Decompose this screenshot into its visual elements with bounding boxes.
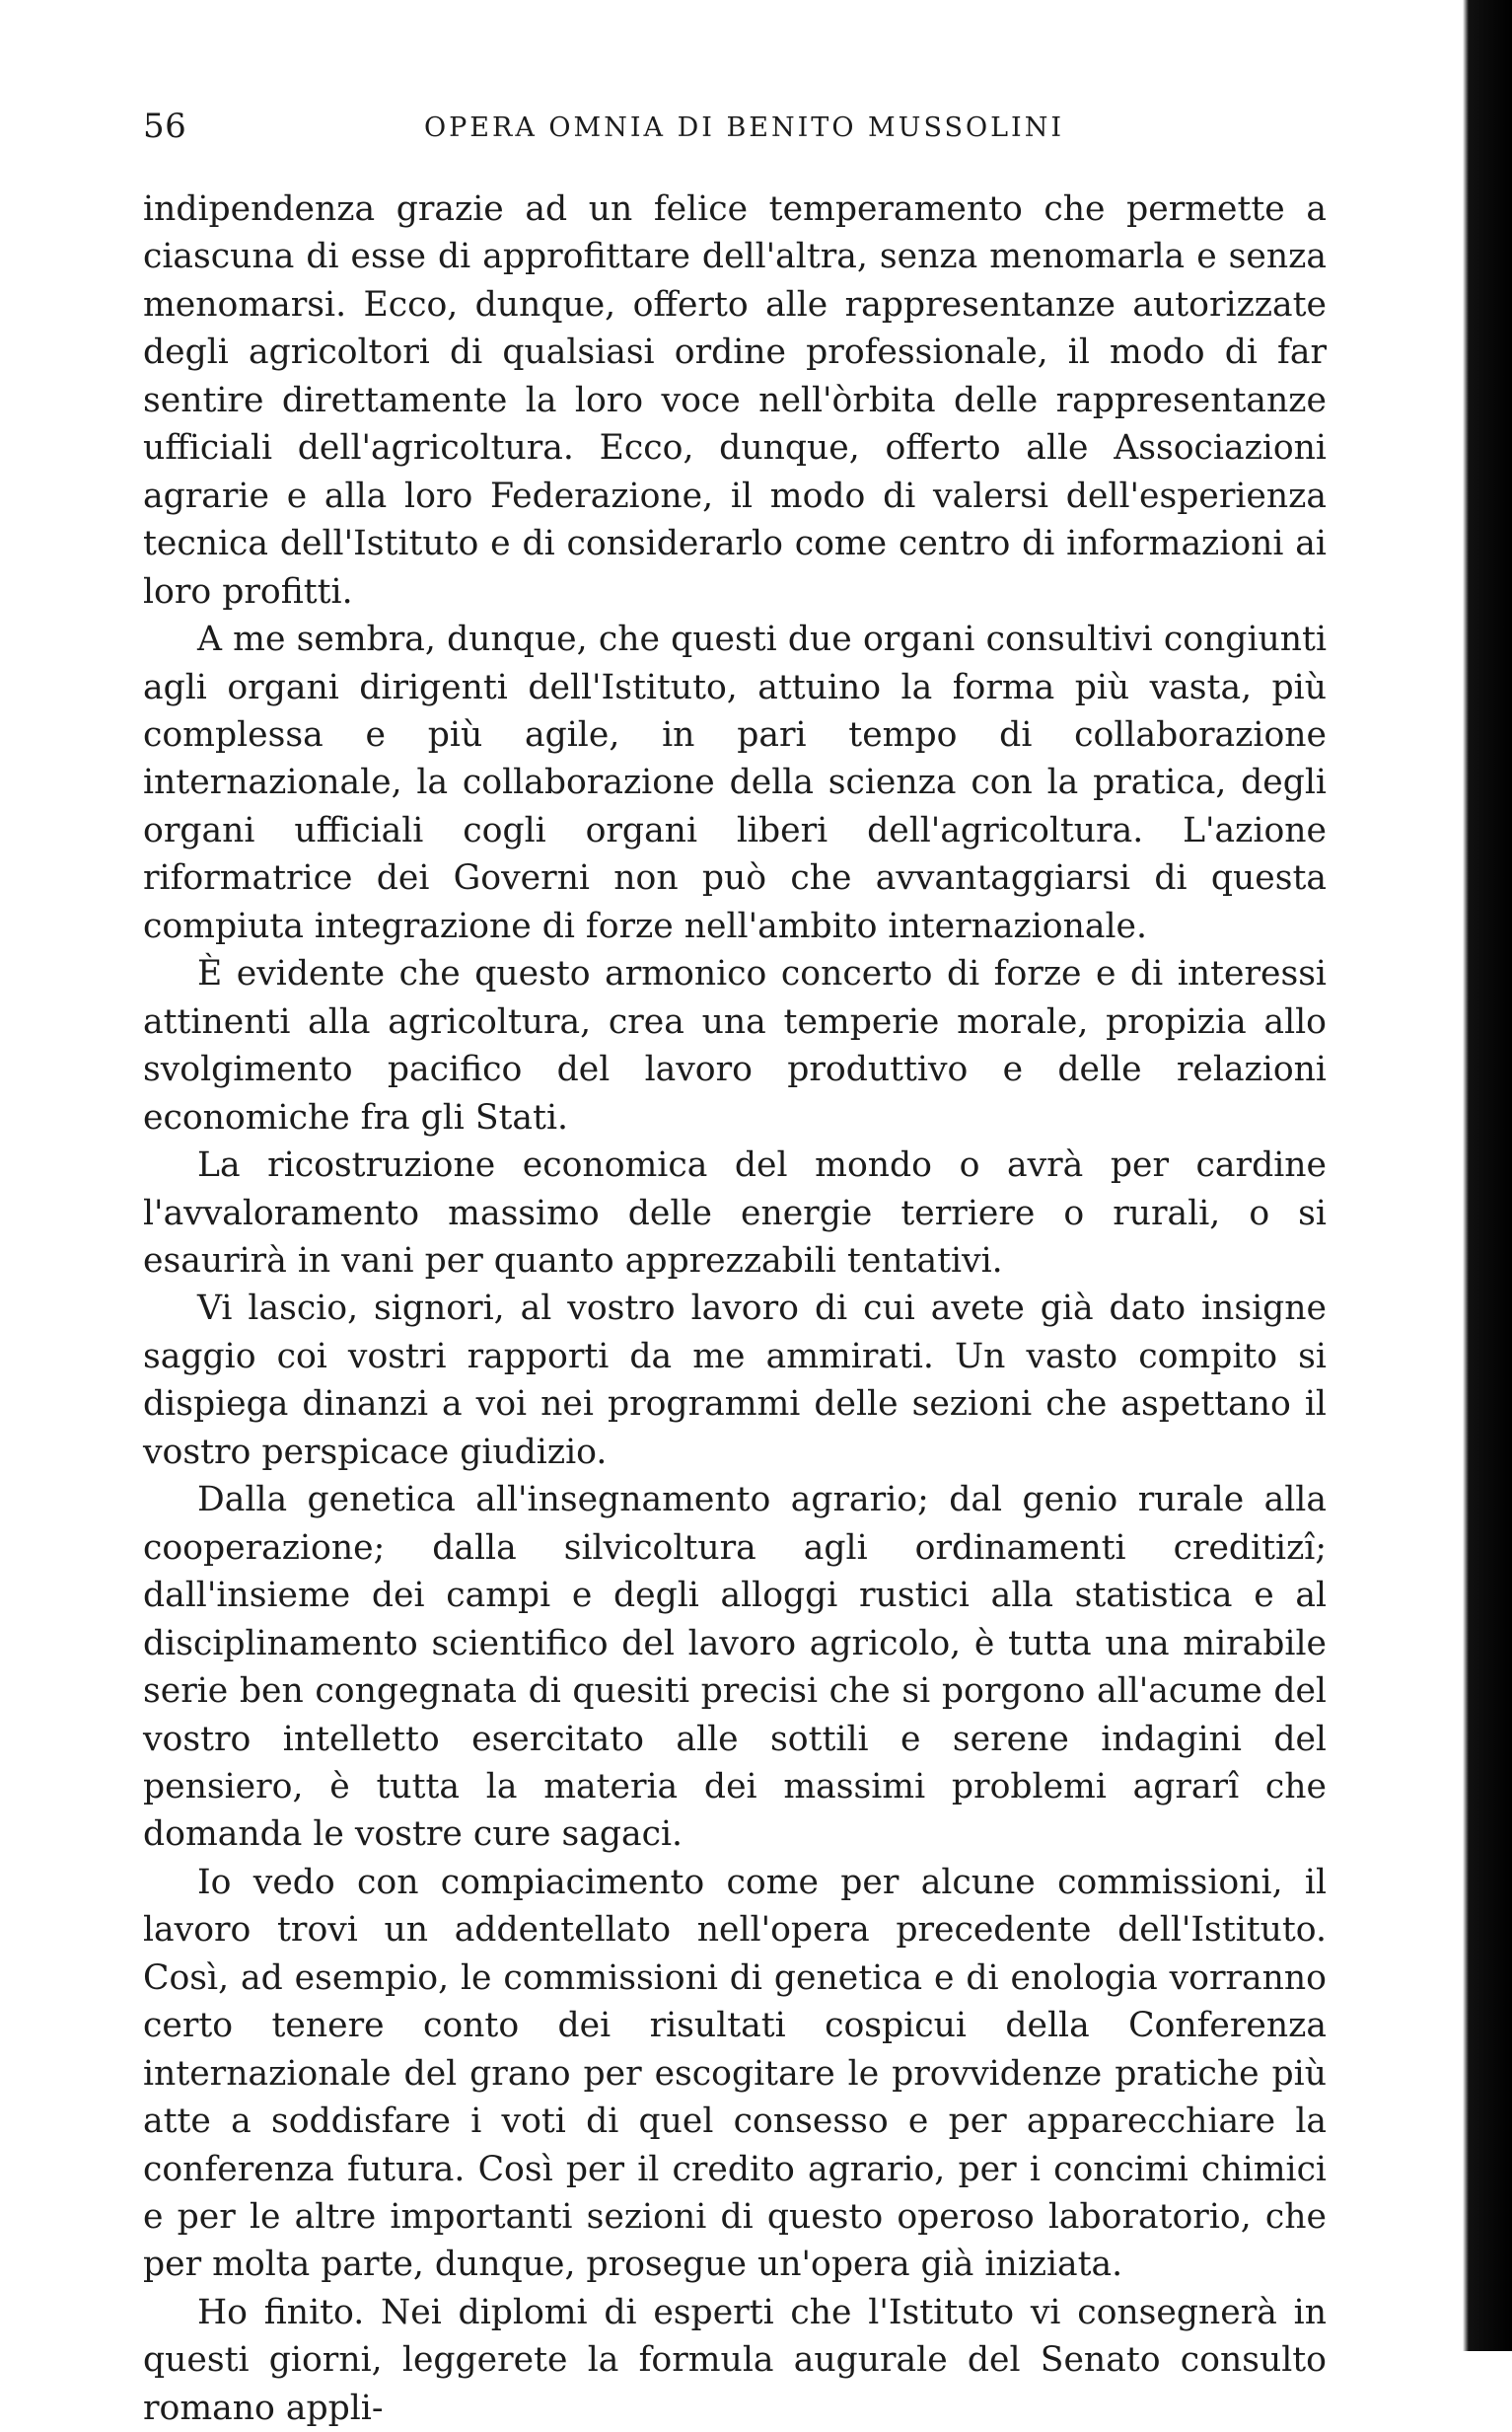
- paragraph-7: Io vedo con compiacimento come per alcune commissioni, il lavoro trovi un addentellato nell'opera precedente dell'Istituto. Così, ad esempio, le commissioni di genetica e di enologia vorranno certo tenere conto dei risultati cospicui della Conferenza internazionale del grano per escogitare le provvidenze pratiche più atte a soddisfare i voti di quel consesso e per apparecchiare la conferenza futura. Così per il credito agrario, per i concimi chimici e per le altre importanti sezioni di questo operoso laboratorio, che per molta parte, dunque, prosegue un'opera già iniziata.: [143, 1862, 1327, 2285]
- paragraph-2: A me sembra, dunque, che questi due organi consultivi congiunti agli organi dirigenti dell'Istituto, attuino la forma più vasta, più complessa e più agile, in pari tempo di collaborazione internazionale, la collaborazione della scienza con la pratica, degli organi ufficiali cogli organi liberi dell'agricoltura. L'azione riformatrice dei Governi non può che avvantaggiarsi di questa compiuta integrazione di forze nell'ambito internazionale.: [143, 620, 1327, 946]
- page-binding-edge: [1453, 0, 1512, 2351]
- paragraph-1: indipendenza grazie ad un felice temperamento che permette a ciascuna di esse di approfittare dell'altra, senza menomarla e senza menomarsi. Ecco, dunque, offerto alle rappresentanze autorizzate degli agricoltori di qualsiasi ordine professionale, il modo di far sentire direttamente la loro voce nell'òrbita delle rappresentanze ufficiali dell'agricoltura. Ecco, dunque, offerto alle Associazioni agrarie e alla loro Federazione, il modo di valersi dell'esperienza tecnica dell'Istituto e di considerarlo come centro di informazioni ai loro profitti.: [143, 189, 1327, 612]
- paragraph-8: Ho finito. Nei diplomi di esperti che l'Istituto vi consegnerà in questi giorni, leggerete la formula augurale del Senato consulto romano appli-: [143, 2292, 1327, 2428]
- paragraph-6: Dalla genetica all'insegnamento agrario; dal genio rurale alla cooperazione; dalla silvicoltura agli ordinamenti creditizî; dall'insieme dei campi e degli alloggi rustici alla statistica e al disciplinamento scientifico del lavoro agricolo, è tutta una mirabile serie ben congegnata di quesiti precisi che si porgono all'acume del vostro intelletto esercitato alle sottili e serene indagini del pensiero, è tutta la materia dei massimi problemi agrarî che domanda le vostre cure sagaci.: [143, 1480, 1327, 1855]
- page-header: [143, 107, 1327, 156]
- running-title: OPERA OMNIA DI BENITO MUSSOLINI: [424, 112, 1064, 143]
- page-number: 56: [143, 107, 187, 146]
- paragraph-3: È evidente che questo armonico concerto di forze e di interessi attinenti alla agricoltura, crea una temperie morale, propizia allo svolgimento pacifico del lavoro produttivo e delle relazioni economiche fra gli Stati.: [143, 954, 1327, 1138]
- paragraph-4: La ricostruzione economica del mondo o avrà per cardine l'avvaloramento massimo delle energie terriere o rurali, o si esaurirà in vani per quanto apprezzabili tentativi.: [143, 1145, 1327, 1281]
- paragraph-5: Vi lascio, signori, al vostro lavoro di cui avete già dato insigne saggio coi vostri rapporti da me ammirati. Un vasto compito si dispiega dinanzi a voi nei programmi delle sezioni che aspettano il vostro perspicace giudizio.: [143, 1289, 1327, 1472]
- body-text: [143, 185, 1327, 2432]
